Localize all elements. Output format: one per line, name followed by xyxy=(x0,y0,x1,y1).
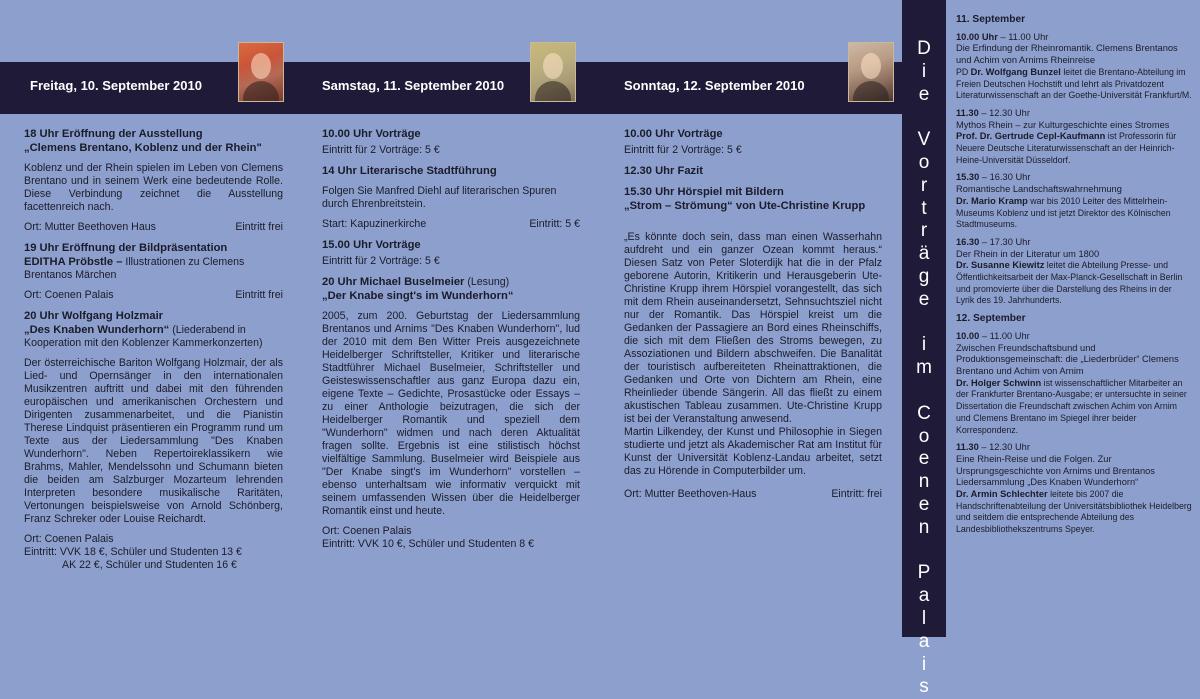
lecture-item: 11.30 – 12.30 Uhr Mythos Rhein – zur Kulturgeschichte eines Stromes Prof. Dr. Gertrude Cepl-Kaufmann ist Professorin für Neuere Deutsche Literaturwissenschaft an der Heinrich-Heine-Universität Düsseldorf. xyxy=(956,107,1177,165)
event-location: Ort: Coenen Palais xyxy=(322,525,412,537)
day-heading-sunday: Sonntag, 12. September 2010 xyxy=(624,78,805,93)
event-description: 2005, zum 200. Geburtstag der Liedersammlung Brentanos und Arnims "Des Knaben Wunderhorn", lud der 2010 mit dem Ben Witter Preis ausgezeichnete Heidelberger Schriftsteller, Kritiker und literarische Stadtführer Michael Buselmeier, Schriftsteller und Geisteswissenschaftler aus ganz Europa dazu ein, eigene Texte – Gedichte, Prosastücke oder Essays – zu einer Anthologie beizutragen, die sich der Heidelberger Romantik und speziell dem "Wunderhorn" widmen und nach deren Aktualität fragen sollte. Ergebnis ist eine stilistisch höchst vielfältige Sammlung. Buselmeier wird Beispiele aus "Der Knabe singt's im Wunderhorn" vorstellen – ebenso unterhaltsam wie informativ verquickt mit seinem umfassenden Wissen über die Heidelberger Romantik einst und heute. xyxy=(322,310,580,517)
event-title: 20 Uhr Wolfgang Holzmair „Des Knaben Wunderhorn“ (Liederabend in Kooperation mit den Koblenzer Kammerkonzerten) xyxy=(24,310,263,349)
event-title: 10.00 Uhr Vorträge xyxy=(624,128,723,140)
event-title: 18 Uhr Eröffnung der Ausstellung „Clemens Brentano, Koblenz und der Rhein" xyxy=(24,128,262,154)
event-description: „Es könnte doch sein, dass man einen Wasserhahn aufdreht und ein ganzer Ozean kommt heraus.“ Diesen Satz von Peter Sloterdijk hat die in der Pfalz geborene Autorin, Kritikerin und Herausgeberin Ute-Christine Krupp ihrem Hörspiel vorangestellt, das sich mit dem Rhein auseinandersetzt, Sehnsuchtsziel nicht nur der Romantik. Das Hörspiel kreist um die Gedanken der Passagiere an Bord eines Rheinschiffs, die sich mit dem Fließen des Stroms bewegen, zu Assoziationen und Bildern abschweifen. Die Banalität der touristisch aufbereiteten Rheinattraktionen, die Gedanken und Orte von Dichtern am Rhein, eine Rheinlieder übende Sängerin. All das fließt zu einem akustischen Tableau zusammen. Ute-Christine Krupp ist bei der Veranstaltung anwesend. xyxy=(624,231,882,425)
event-title: 14 Uhr Literarische Stadtführung xyxy=(322,165,497,177)
event-location: Ort: Coenen Palais Eintritt frei xyxy=(24,289,283,301)
column-friday xyxy=(24,127,283,572)
day-heading-friday: Freitag, 10. September 2010 xyxy=(30,78,202,93)
column-saturday xyxy=(322,127,580,551)
day-heading-saturday: Samstag, 11. September 2010 xyxy=(322,78,505,93)
portrait-image-3 xyxy=(848,42,894,102)
portrait-image-1 xyxy=(238,42,284,102)
event-price: Eintritt für 2 Vorträge: 5 € xyxy=(322,255,440,267)
event-title: 20 Uhr Michael Buselmeier (Lesung) „Der Knabe singt's im Wunderhorn“ xyxy=(322,276,514,302)
lecture-item: 10.00 Uhr – 11.00 Uhr Die Erfindung der Rheinromantik. Clemens Brentanos und Achim von Arnims Rheinreise PD Dr. Wolfgang Bunzel leitet die Brentano-Abteilung im Freien Deutschen Hochstift und lehrt als Privatdozent Literaturwissenschaft an der Goethe-Universität Frankfurt/M. xyxy=(956,31,1192,101)
event-title: 19 Uhr Eröffnung der Bildpräsentation EDITHA Pröbstle – Illustrationen zu Clemens Brentanos Märchen xyxy=(24,242,245,281)
event-title: 15.30 Uhr Hörspiel mit Bildern „Strom – Strömung“ von Ute-Christine Krupp xyxy=(624,186,866,212)
lecture-schedule xyxy=(956,14,1192,542)
event-price: Eintritt für 2 Vorträge: 5 € xyxy=(322,144,440,156)
lecture-item: 16.30 – 17.30 Uhr Der Rhein in der Literatur um 1800 Dr. Susanne Kiewitz leitet die Abteilung Presse- und Öffentlichkeitsarbeit der Max-Planck-Gesellschaft in Berlin und promovierte über die Darstellung des Rheins in der Lyrik des 19. Jahrhunderts. xyxy=(956,236,1183,306)
event-title: 10.00 Uhr Vorträge xyxy=(322,128,421,140)
event-price: Eintritt für 2 Vorträge: 5 € xyxy=(624,144,742,156)
portrait-image-2 xyxy=(530,42,576,102)
event-description: Der österreichische Bariton Wolfgang Holzmair, der als Lied- und Opernsänger in den internationalen Musikzentren auftritt und dabei mit den führenden europäischen und amerikanischen Orchestern und Dirigenten zusammenarbeitet, und die Pianistin Therese Lindquist präsentieren ein Programm rund um Texte aus der Liedersammlung "Des Knaben Wunderhorn". Neben Repertoireklassikern wie Brahms, Mahler, Mendelssohn und Schumann bieten die beiden am Salzburger Mozarteum lehrenden Interpreten besondere musikalische Raritäten, Vertonungen beispielsweise von Arnold Schönberg, Franz Schreker oder Louise Reichardt. xyxy=(24,357,283,525)
event-description: Martin Lilkendey, der Kunst und Philosophie in Siegen studierte und jetzt als Akademischer Rat am Institut für Kunst der Universität Koblenz-Landau arbeitet, setzt das zu Hörende in Computerbilder um. xyxy=(624,426,882,477)
event-description: Folgen Sie Manfred Diehl auf literarischen Spuren durch Ehrenbreitstein. xyxy=(322,185,557,210)
event-title: 15.00 Uhr Vorträge xyxy=(322,239,421,251)
lecture-item: 11.30 – 12.30 Uhr Eine Rhein-Reise und die Folgen. Zur Ursprungsgeschichte von Arnims und Brentanos Liedersammlung „Des Knaben Wunderhorn“ Dr. Armin Schlechter leitete bis 2007 die Handschriftenabteilung der Universitätsbibliothek Heidelberg und seitdem die entsprechende Abteilung des Landesbibliothekszentrums Speyer. xyxy=(956,442,1192,535)
lecture-item: 15.30 – 16.30 Uhr Romantische Landschaftswahrnehmung Dr. Mario Kramp war bis 2010 Leiter des Mittelrhein-Museums Koblenz und ist jetzt Direktor des Kölnischen Stadtmuseums. xyxy=(956,172,1171,230)
column-sunday xyxy=(624,127,882,508)
vertical-title: D i e V o r t r ä g e i m C o e n e n P a l a i s xyxy=(916,38,932,698)
section-heading: 12. September xyxy=(956,313,1026,325)
event-location: Ort: Coenen Palais xyxy=(24,533,114,545)
vertical-title-bar xyxy=(902,0,946,698)
event-description: Koblenz und der Rhein spielen im Leben von Clemens Brentano und in seinem Werk eine bedeutende Rolle. Diese Verbindung zeichnet die Ausstellung facettenreich nach. xyxy=(24,162,283,213)
event-location: Start: Kapuzinerkirche Eintritt: 5 € xyxy=(322,218,580,230)
event-price: Eintritt: VVK 18 €, Schüler und Studenten 13 € xyxy=(24,546,242,558)
event-price: Eintritt: VVK 10 €, Schüler und Studenten 8 € xyxy=(322,538,535,550)
event-price: AK 22 €, Schüler und Studenten 16 € xyxy=(62,559,237,571)
section-heading: 11. September xyxy=(956,14,1026,25)
event-title: 12.30 Uhr Fazit xyxy=(624,165,703,177)
event-location: Ort: Mutter Beethoven-Haus Eintritt: frei xyxy=(624,488,882,500)
lecture-item: 10.00 – 11.00 Uhr Zwischen Freundschaftsbund und Produktionsgemeinschaft: die „Liederbrüder“ Clemens Brentano und Achim von Arnim Dr. Holger Schwinn ist wissenschaftlicher Mitarbeiter an der Frankfurter Brentano-Ausgabe; er untersuchte in seiner Dissertation die Freundschaft zwischen Achim von Arnim und Clemens Brentano im Spiegel ihrer beider Korrespondenz. xyxy=(956,330,1187,435)
event-location: Ort: Mutter Beethoven Haus Eintritt frei xyxy=(24,221,283,233)
